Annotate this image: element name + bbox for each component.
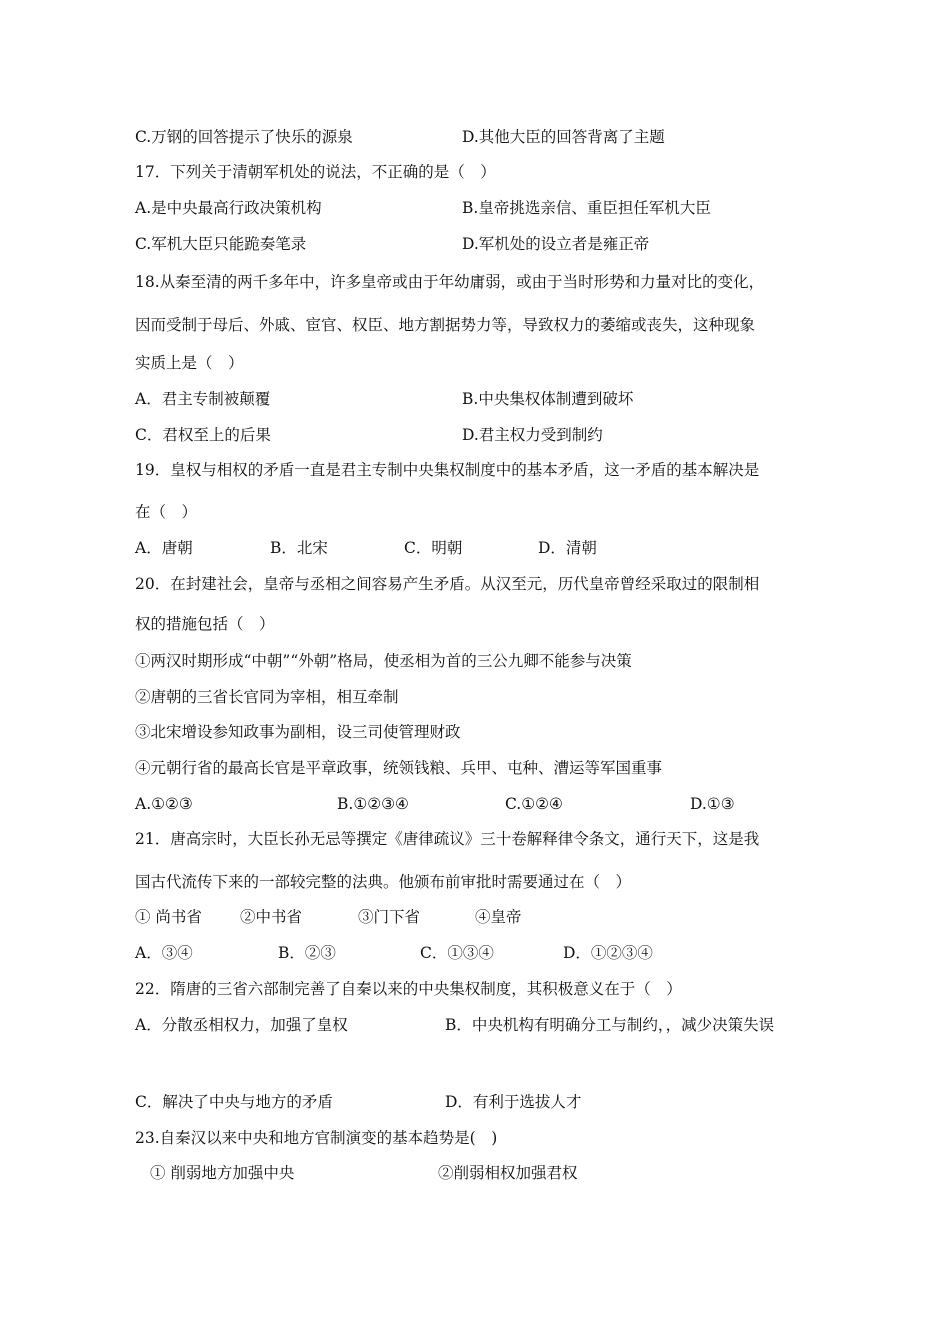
question-20-line-2: 权的措施包括（ ） — [135, 615, 275, 633]
question-21-line-2: 国古代流传下来的一部较完整的法典。他颁布前审批时需要通过在（ ） — [135, 873, 632, 891]
q23-item-2: ②削弱相权加强君权 — [438, 1164, 578, 1182]
q20-statement-1: ①两汉时期形成“中朝”“外朝”格局，使丞相为首的三公九卿不能参与决策 — [135, 652, 632, 670]
q17-option-d: D.军机处的设立者是雍正帝 — [462, 235, 650, 253]
q21-item-2: ②中书省 — [240, 908, 303, 926]
question-21-line-1: 21．唐高宗时，大臣长孙无忌等撰定《唐律疏议》三十卷解释律令条文，通行天下，这是我 — [135, 830, 760, 848]
q20-option-d: D.①③ — [690, 795, 735, 813]
q19-option-a: A．唐朝 — [135, 539, 193, 557]
q20-statement-3: ③北宋增设参知政事为副相，设三司使管理财政 — [135, 723, 461, 741]
q19-option-d: D．清朝 — [538, 539, 597, 557]
question-19-line-2: 在（ ） — [135, 503, 198, 521]
q17-option-a: A.是中央最高行政决策机构 — [135, 199, 322, 217]
q23-item-1: ① 削弱地方加强中央 — [150, 1164, 295, 1182]
q22-option-b: B．中央机构有明确分工与制约，，减少决策失误 — [445, 1016, 775, 1034]
option-d: D.其他大臣的回答背离了主题 — [462, 128, 665, 146]
q20-statement-4: ④元朝行省的最高长官是平章政事，统领钱粮、兵甲、屯种、漕运等军国重事 — [135, 759, 663, 777]
q17-option-c: C.军机大臣只能跪奏笔录 — [135, 235, 307, 253]
question-18-line-3: 实质上是（ ） — [135, 354, 244, 372]
q22-option-a: A．分散丞相权力，加强了皇权 — [135, 1016, 348, 1034]
q18-option-c: C．君权至上的后果 — [135, 426, 271, 444]
question-20-line-1: 20．在封建社会，皇帝与丞相之间容易产生矛盾。从汉至元，历代皇帝曾经采取过的限制相 — [135, 575, 760, 593]
option-c: C.万钢的回答提示了快乐的源泉 — [135, 128, 353, 146]
q22-option-c: C．解决了中央与地方的矛盾 — [135, 1093, 333, 1111]
q20-option-c: C.①②④ — [505, 795, 563, 813]
q20-option-b: B.①②③④ — [337, 795, 409, 813]
q21-option-a: A．③④ — [135, 944, 193, 962]
q18-option-a: A．君主专制被颠覆 — [135, 390, 271, 408]
question-17: 17．下列关于清朝军机处的说法，不正确的是（ ） — [135, 163, 496, 181]
q19-option-b: B．北宋 — [270, 539, 328, 557]
q20-option-a: A.①②③ — [135, 795, 193, 813]
q21-item-1: ① 尚书省 — [135, 908, 202, 926]
q21-option-c: C．①③④ — [420, 944, 494, 962]
q20-statement-2: ②唐朝的三省长官同为宰相，相互牵制 — [135, 688, 399, 706]
q21-option-d: D．①②③④ — [563, 944, 653, 962]
question-22: 22．隋唐的三省六部制完善了自秦以来的中央集权制度，其积极意义在于（ ） — [135, 980, 682, 998]
q21-item-3: ③门下省 — [358, 908, 421, 926]
q21-option-b: B．②③ — [278, 944, 336, 962]
q21-item-4: ④皇帝 — [475, 908, 522, 926]
question-19-line-1: 19．皇权与相权的矛盾一直是君主专制中央集权制度中的基本矛盾，这一矛盾的基本解决是 — [135, 461, 760, 479]
question-23: 23.自秦汉以来中央和地方官制演变的基本趋势是( ) — [135, 1129, 498, 1147]
question-18-line-2: 因而受制于母后、外戚、宦官、权臣、地方割据势力等，导致权力的萎缩或丧失，这种现象 — [135, 316, 756, 334]
q17-option-b: B.皇帝挑选亲信、重臣担任军机大臣 — [462, 199, 711, 217]
question-18-line-1: 18.从秦至清的两千多年中，许多皇帝或由于年幼庸弱，或由于当时形势和力量对比的变化， — [135, 273, 765, 291]
q18-option-d: D.君主权力受到制约 — [462, 426, 603, 444]
q19-option-c: C．明朝 — [404, 539, 463, 557]
q18-option-b: B.中央集权体制遭到破坏 — [462, 390, 634, 408]
q22-option-d: D．有利于选拔人才 — [445, 1093, 582, 1111]
